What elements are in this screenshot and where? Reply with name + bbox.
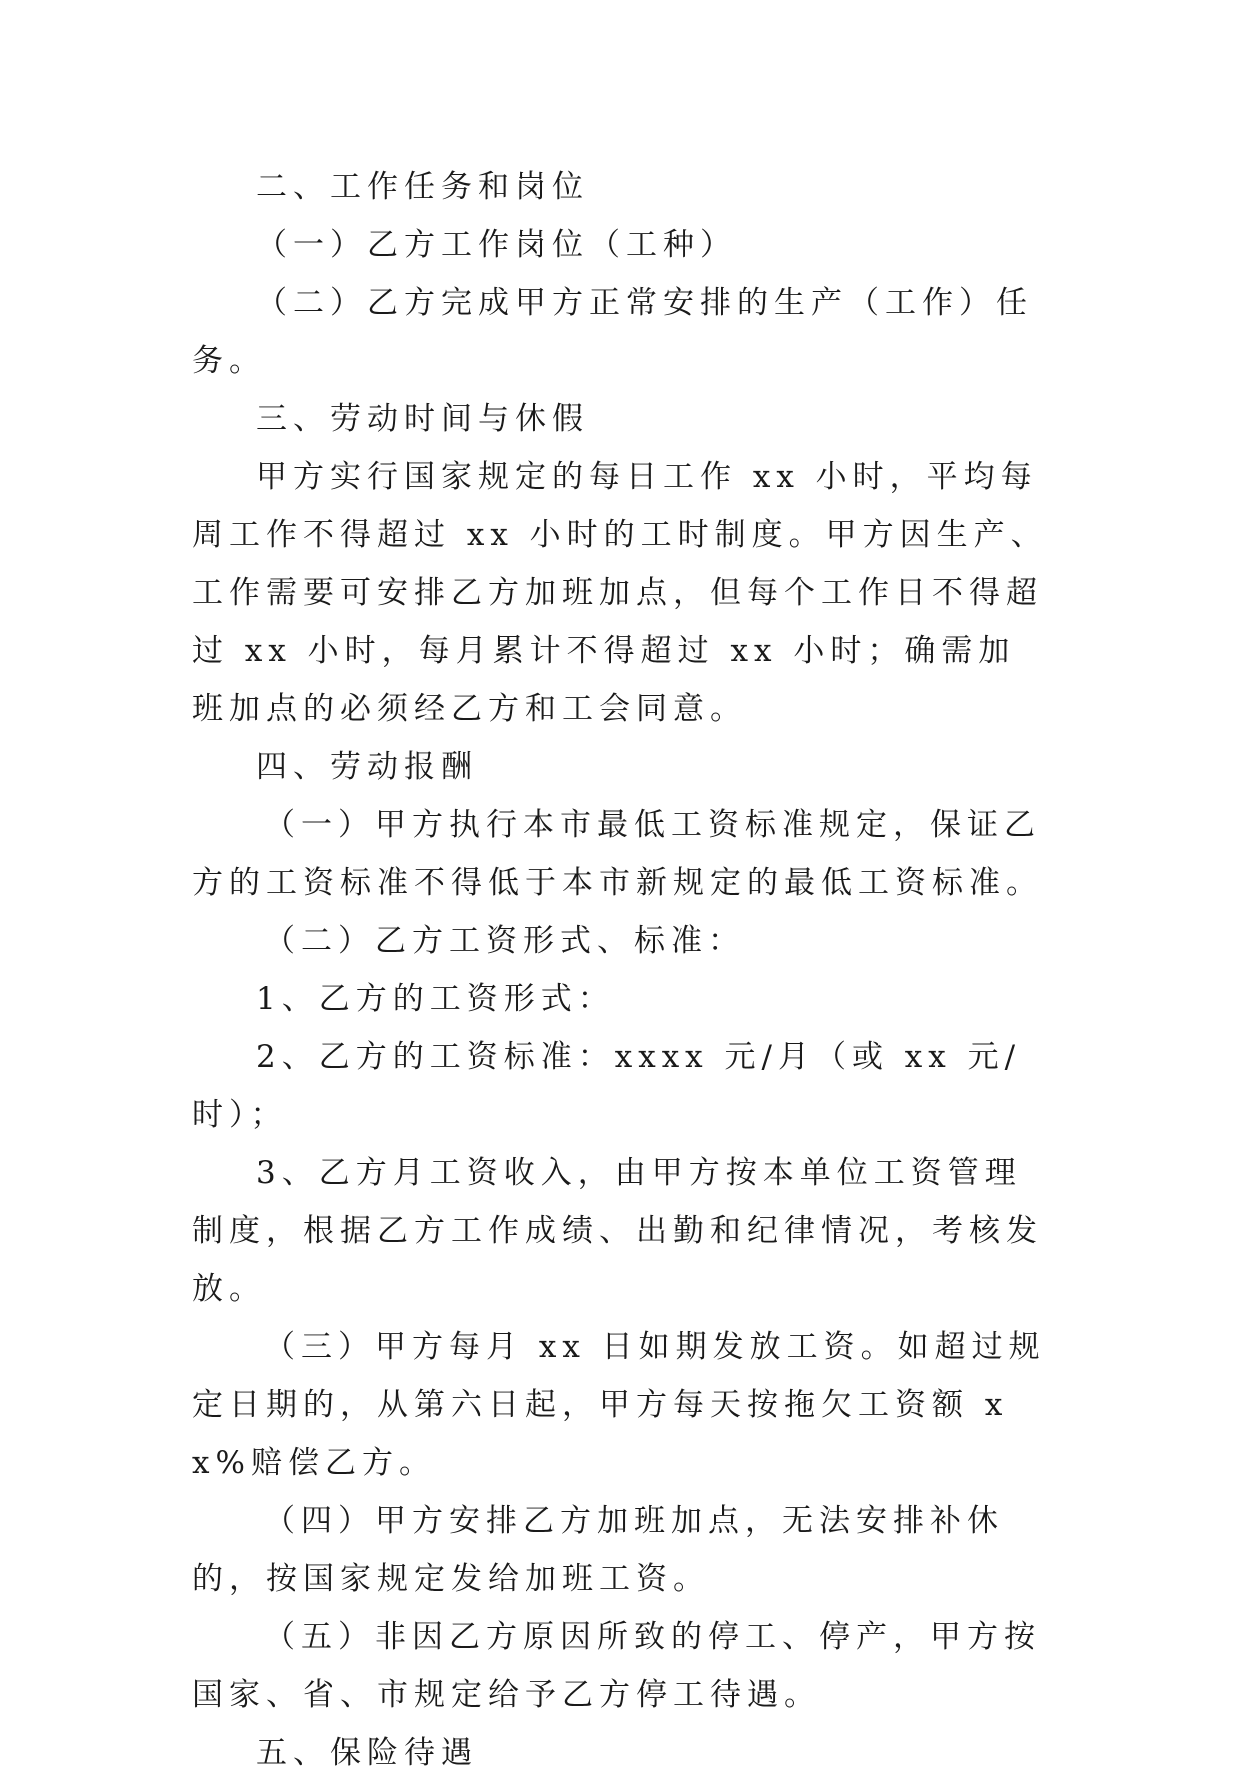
clause-4-2-item-2: 2、乙方的工资标准：xxxx 元/月（或 xx 元/时）； [192, 1039, 1022, 1133]
clause-4-3: （三）甲方每月 xx 日如期发放工资。如超过规定日期的，从第六日起，甲方每天按拖欠工资额 xx%赔偿乙方。 [192, 1329, 1046, 1481]
clause-4-4: （四）甲方安排乙方加班加点，无法安排补休的，按国家规定发给加班工资。 [192, 1503, 1004, 1597]
section-heading-5: 五、保险待遇 [256, 1735, 478, 1771]
document-body [192, 158, 1052, 1782]
clause-3-body: 甲方实行国家规定的每日工作 xx 小时，平均每周工作不得超过 xx 小时的工时制度。甲方因生产、工作需要可安排乙方加班加点，但每个工作日不得超过 xx 小时，每月累计不得超过 xx 小时；确需加班加点的必须经乙方和工会同意。 [192, 459, 1048, 727]
clause-2-2: （二）乙方完成甲方正常安排的生产（工作）任务。 [192, 285, 1033, 379]
section-heading-2: 二、工作任务和岗位 [256, 169, 589, 205]
clause-4-2-item-3: 3、乙方月工资收入，由甲方按本单位工资管理制度，根据乙方工作成绩、出勤和纪律情况，考核发放。 [192, 1155, 1043, 1307]
clause-4-2-item-1: 1、乙方的工资形式： [256, 981, 615, 1017]
clause-4-2: （二）乙方工资形式、标准： [264, 923, 745, 959]
section-heading-3: 三、劳动时间与休假 [256, 401, 589, 437]
clause-4-5: （五）非因乙方原因所致的停工、停产，甲方按国家、省、市规定给予乙方停工待遇。 [192, 1619, 1041, 1713]
clause-4-1: （一）甲方执行本市最低工资标准规定，保证乙方的工资标准不得低于本市新规定的最低工资标准。 [192, 807, 1043, 901]
clause-2-1: （一）乙方工作岗位（工种） [256, 227, 737, 263]
section-heading-4: 四、劳动报酬 [256, 749, 478, 785]
